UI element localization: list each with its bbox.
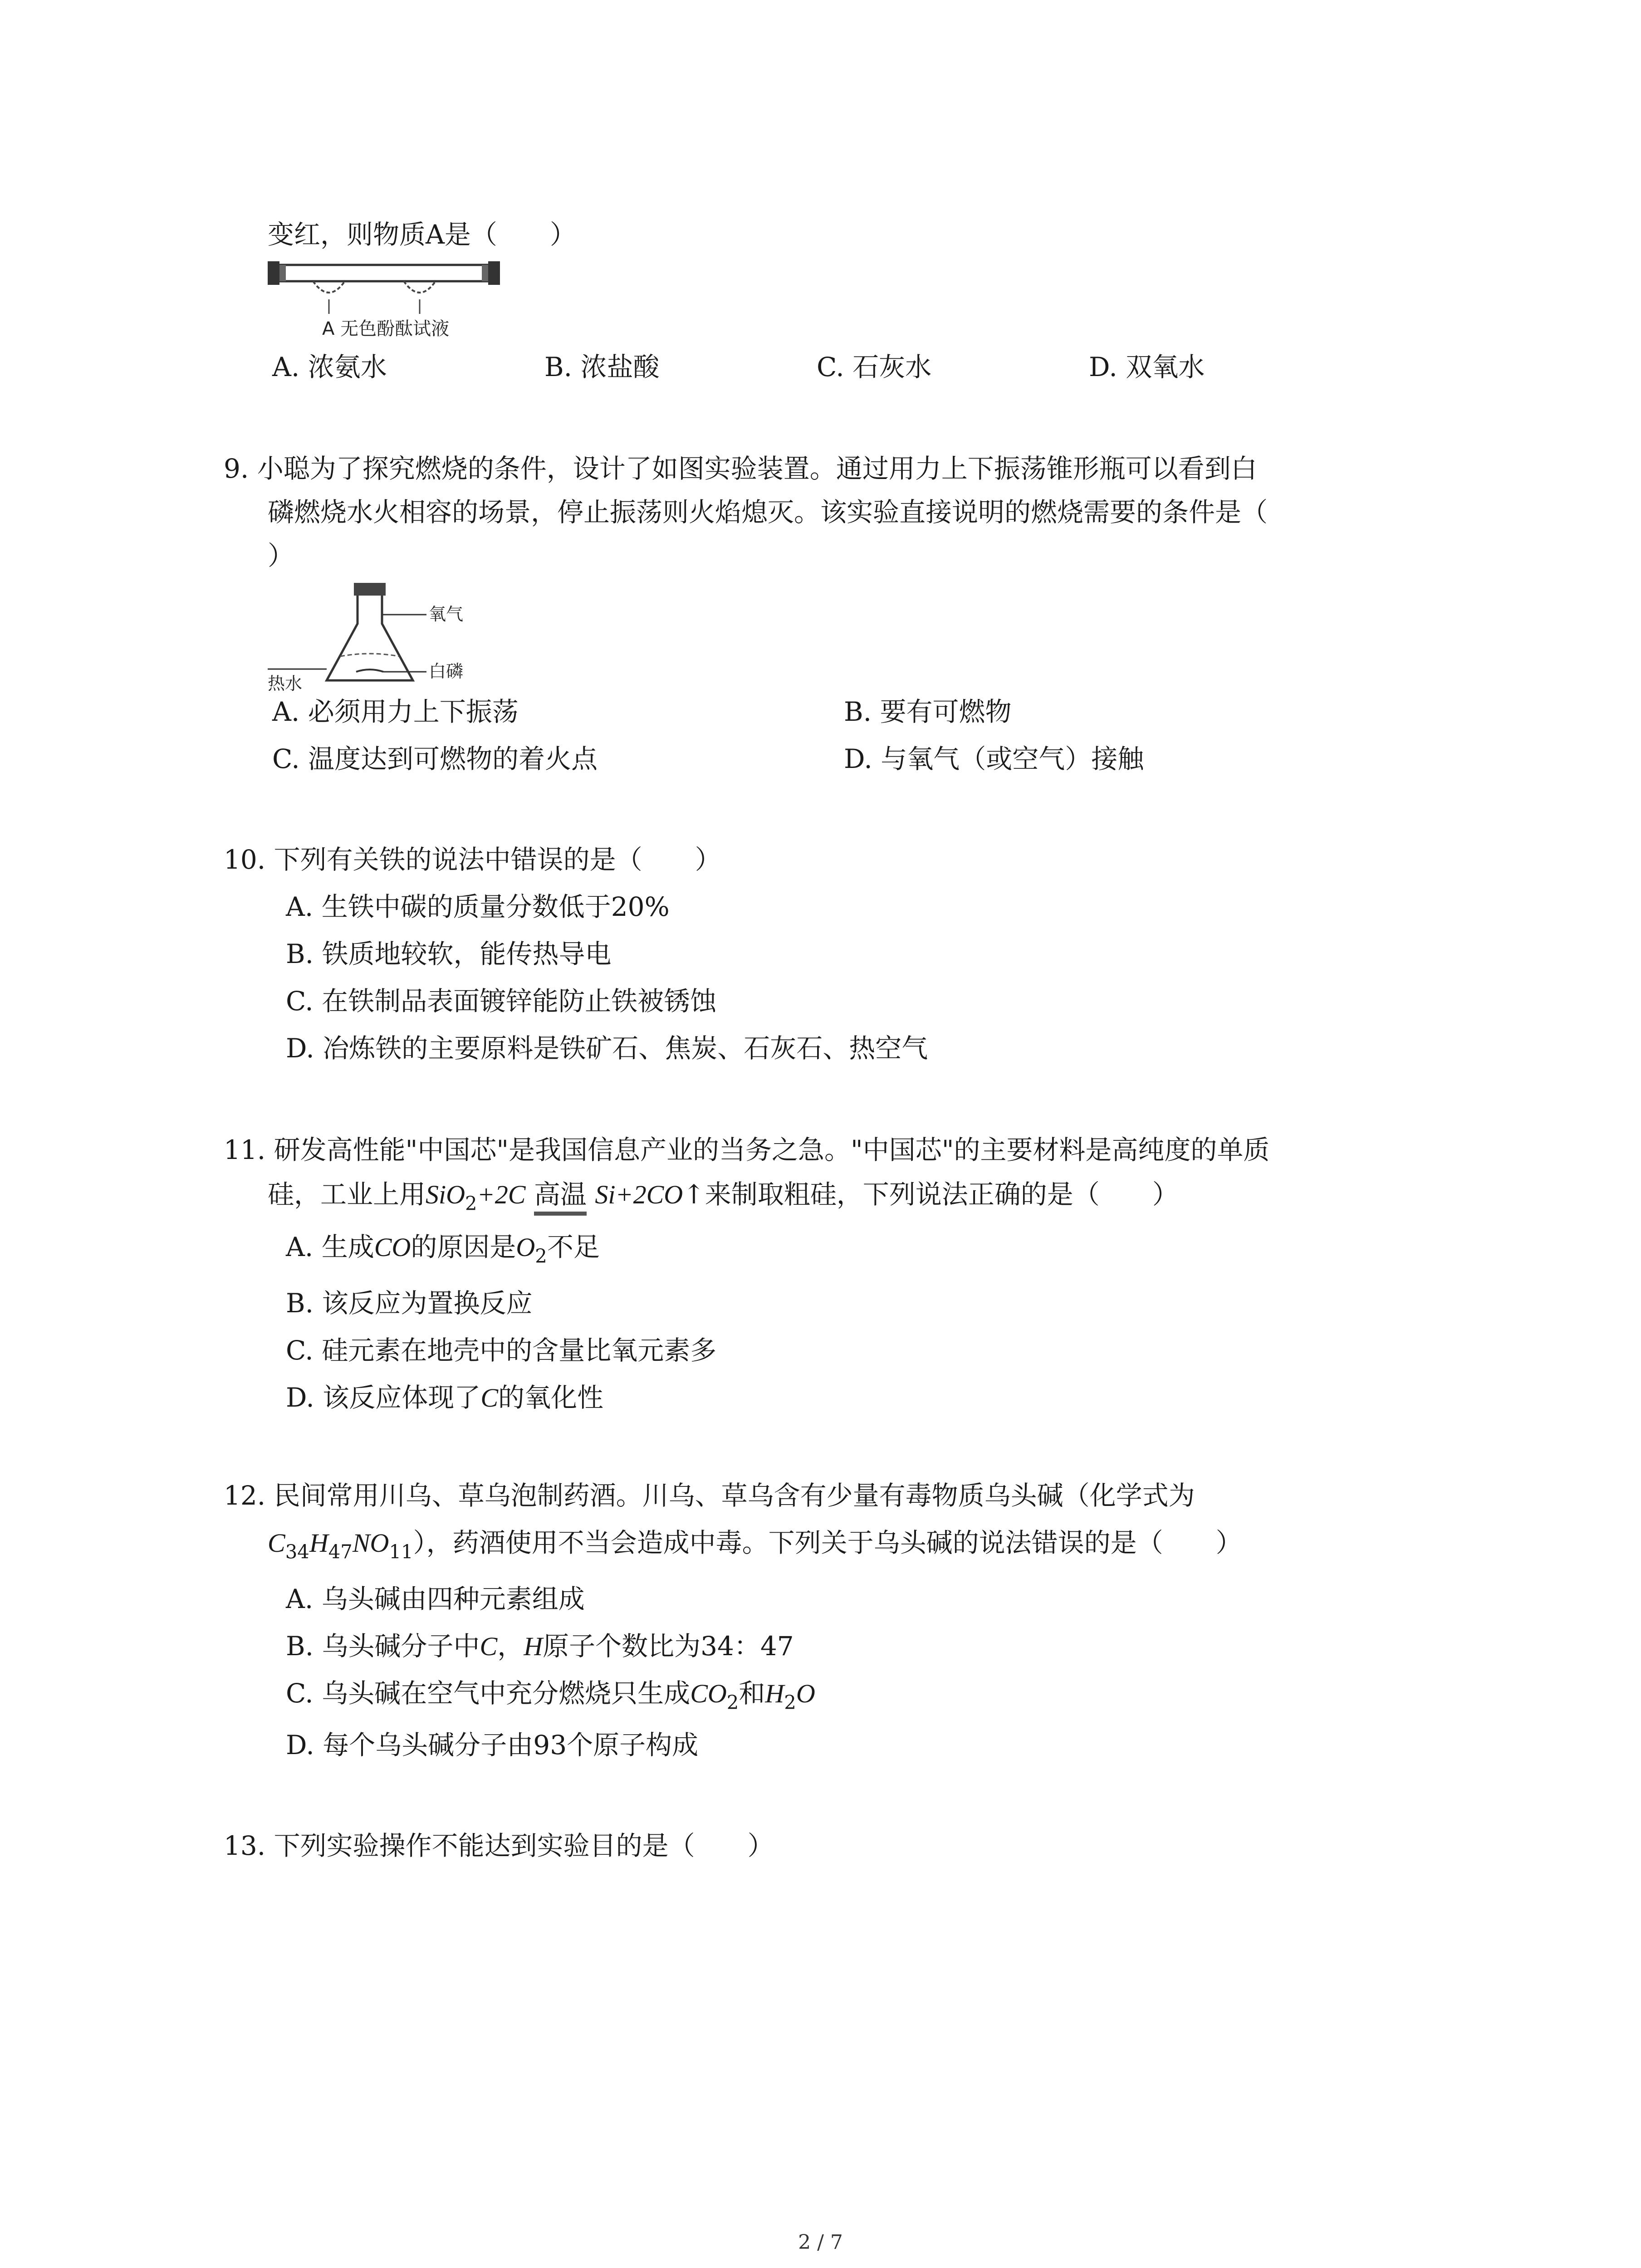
q8-stem-end: 变红，则物质A是（ ） — [268, 219, 576, 250]
q12-optC-and: 和 — [739, 1678, 765, 1709]
q11-optD-pre: D. 该反应体现了 — [286, 1382, 481, 1413]
q12-option-b — [286, 1633, 794, 1660]
q12-optC-co: CO — [690, 1679, 727, 1708]
q8-option-a: A. 浓氨水 — [272, 352, 387, 382]
q9-option-a: A. 必须用力上下振荡 — [272, 696, 519, 727]
q12-line2-post: ），药酒使用不当会造成中毒。下列关于乌头碱的说法错误的是（ ） — [413, 1527, 1242, 1558]
q11-eq-plus-c: +2C — [477, 1180, 526, 1209]
q11-option-b: B. 该反应为置换反应 — [286, 1288, 533, 1319]
q12-optC-co-sub: 2 — [726, 1691, 739, 1714]
q10-option-d: D. 冶炼铁的主要原料是铁矿石、焦炭、石灰石、热空气 — [286, 1033, 928, 1064]
q9-fig-water: 热水 — [268, 674, 303, 694]
q11-stem-line2 — [268, 1179, 1179, 1215]
q12-formula-c-sub: 34 — [285, 1540, 309, 1563]
q10-option-c: C. 在铁制品表面镀锌能防止铁被锈蚀 — [286, 986, 717, 1017]
q11-optA-post: 不足 — [547, 1232, 600, 1262]
q8-option-d: D. 双氧水 — [1089, 352, 1205, 382]
q12-optC-o: O — [796, 1679, 815, 1708]
q12-optC-pre: C. 乌头碱在空气中充分燃烧只生成 — [286, 1678, 691, 1709]
q11-line2-pre: 硅，工业上用 — [268, 1179, 426, 1210]
q11-stem-line1: 11. 研发高性能"中国芯"是我国信息产业的当务之急。"中国芯"的主要材料是高纯度的单质 — [224, 1134, 1270, 1165]
q12-stem-line2 — [268, 1527, 1242, 1563]
q8-option-b: B. 浓盐酸 — [544, 352, 660, 382]
q12-optB-post: 原子个数比为34：47 — [543, 1631, 794, 1662]
q12-formula-c: C — [268, 1528, 285, 1558]
q11-eq-sub: 2 — [465, 1192, 477, 1215]
q9-fig-oxygen: 氧气 — [429, 604, 464, 624]
q13-stem: 13. 下列实验操作不能达到实验目的是（ ） — [224, 1830, 774, 1861]
q9-option-d: D. 与氧气（或空气）接触 — [844, 743, 1144, 774]
q11-eq-condition: 高温 — [534, 1179, 587, 1210]
q11-option-d — [286, 1384, 603, 1411]
q11-option-c: C. 硅元素在地壳中的含量比氧元素多 — [286, 1335, 717, 1366]
q11-line2-post: 来制取粗硅，下列说法正确的是（ ） — [705, 1179, 1179, 1210]
q12-option-a: A. 乌头碱由四种元素组成 — [286, 1584, 585, 1614]
q12-optB-pre: B. 乌头碱分子中 — [286, 1631, 480, 1662]
q9-fig-phosphorus: 白磷 — [429, 661, 464, 681]
q8-option-c: C. 石灰水 — [817, 352, 932, 382]
q11-optA-sub: 2 — [535, 1245, 547, 1267]
q12-option-d: D. 每个乌头碱分子由93个原子构成 — [286, 1730, 699, 1760]
q12-optC-h: H — [765, 1679, 784, 1708]
q11-optA-o: O — [516, 1232, 535, 1262]
q8-figure-label: A 无色酚酞试液 — [322, 318, 450, 339]
q11-option-a — [286, 1232, 600, 1267]
q9-stem-line3: ） — [268, 540, 294, 571]
q12-option-c — [286, 1678, 815, 1714]
q12-optC-h-sub: 2 — [784, 1691, 796, 1714]
q12-formula-no-sub: 11 — [389, 1540, 413, 1563]
q10-option-a: A. 生铁中碳的质量分数低于20% — [286, 891, 670, 922]
q12-optB-mid: ， — [497, 1631, 524, 1662]
q12-formula-no: NO — [352, 1528, 389, 1558]
q10-stem: 10. 下列有关铁的说法中错误的是（ ） — [224, 844, 721, 875]
q9-option-b: B. 要有可燃物 — [844, 696, 1012, 727]
q9-stem-line2: 磷燃烧水火相容的场景，停止振荡则火焰熄灭。该实验直接说明的燃烧需要的条件是（ — [268, 497, 1268, 528]
q12-optB-c: C — [480, 1632, 498, 1661]
q9-option-c: C. 温度达到可燃物的着火点 — [272, 743, 598, 774]
q9-stem-line1: 9. 小聪为了探究燃烧的条件，设计了如图实验装置。通过用力上下振荡锥形瓶可以看到白 — [224, 453, 1257, 484]
q12-formula-h-sub: 47 — [328, 1540, 353, 1563]
q11-optA-pre: A. 生成 — [286, 1232, 374, 1262]
q9-flask-figure — [268, 578, 522, 696]
page-number: 2 / 7 — [798, 2231, 843, 2254]
q12-formula-h: H — [309, 1528, 328, 1558]
q11-optD-c: C — [480, 1383, 498, 1413]
q10-option-b: B. 铁质地较软，能传热导电 — [286, 938, 612, 969]
q11-optA-co: CO — [374, 1232, 411, 1262]
q12-stem-line1: 12. 民间常用川乌、草乌泡制药酒。川乌、草乌含有少量有毒物质乌头碱（化学式为 — [224, 1480, 1195, 1511]
q8-tube-figure — [268, 259, 504, 340]
q11-optD-post: 的氧化性 — [498, 1382, 604, 1413]
q11-eq-left: SiO — [426, 1180, 465, 1209]
q11-eq-right: Si+2CO — [595, 1180, 683, 1209]
q11-optA-mid: 的原因是 — [411, 1232, 516, 1262]
q11-eq-arrow: ↑ — [683, 1179, 705, 1210]
q12-optB-h: H — [524, 1632, 543, 1661]
